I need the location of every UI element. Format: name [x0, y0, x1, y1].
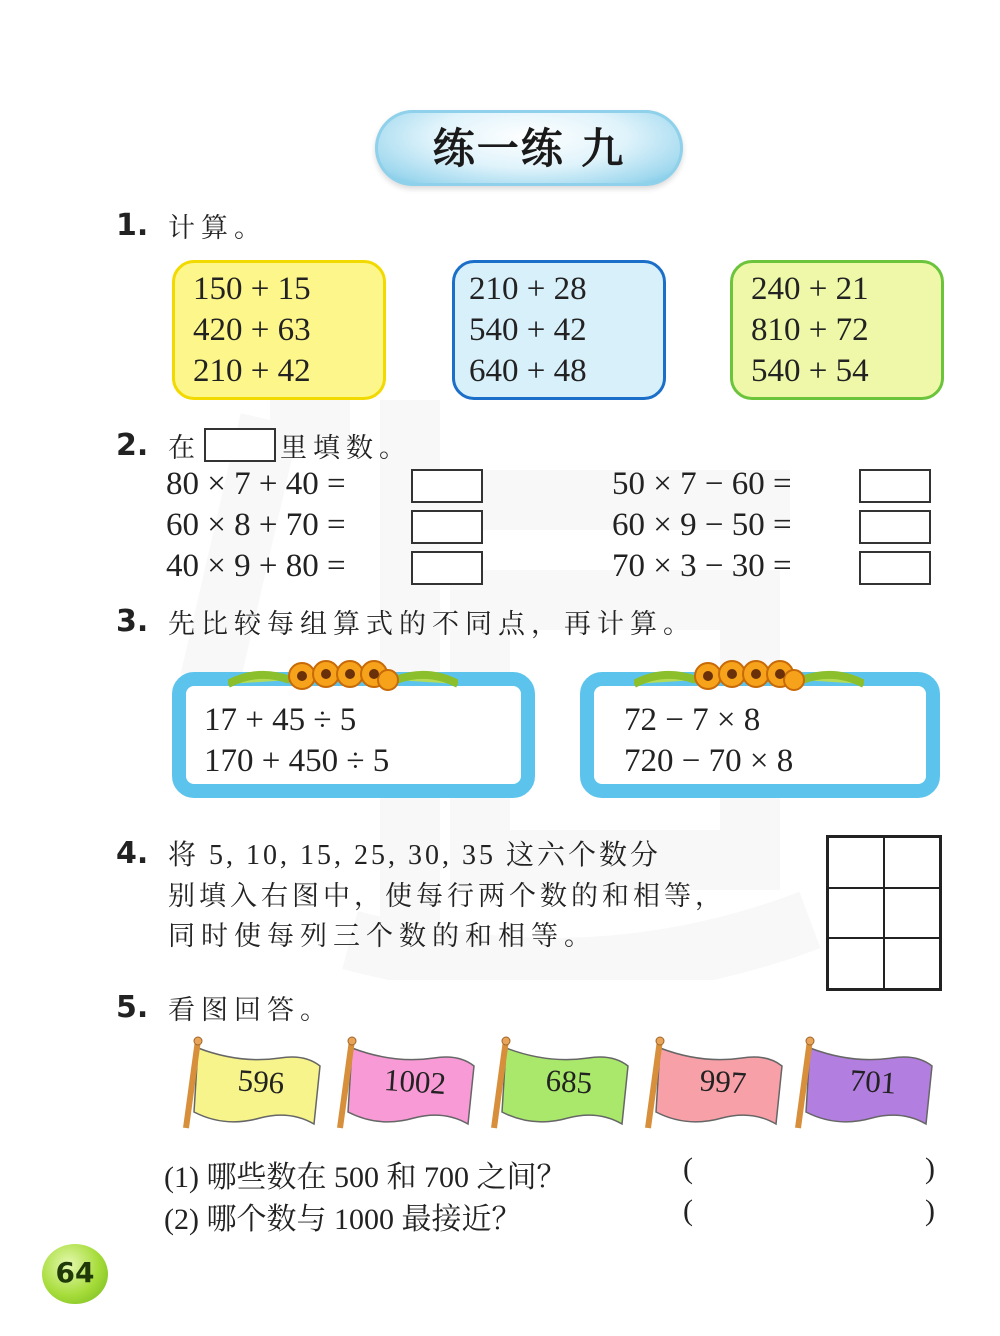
q2-prompt-box — [204, 428, 276, 462]
q2-number: 2. — [116, 428, 149, 463]
flag-5 — [792, 1036, 942, 1131]
page-number: 64 — [55, 1256, 95, 1289]
q5-sub1-answer[interactable] — [700, 1158, 920, 1188]
grid-cell[interactable] — [884, 837, 940, 888]
flag-value: 1002 — [382, 1061, 448, 1102]
q5-prompt: 看图回答。 — [168, 995, 333, 1026]
flag-value: 685 — [544, 1062, 594, 1101]
q2-right-3: 70 × 3 − 30 = — [612, 548, 792, 584]
q2-answer-box-r3[interactable] — [859, 551, 931, 585]
flag-2 — [334, 1036, 484, 1131]
q3-right-1: 72 − 7 × 8 — [624, 702, 761, 738]
q2-prompt-after: 里填数。 — [280, 433, 412, 464]
q3-prompt: 先比较每组算式的不同点，再计算。 — [168, 609, 696, 640]
q2-right-2: 60 × 9 − 50 = — [612, 507, 792, 543]
grid-cell[interactable] — [828, 837, 884, 888]
q3-right-2: 720 − 70 × 8 — [624, 743, 794, 779]
q1-prompt: 计算。 — [168, 213, 267, 244]
q5-sub1-paren-open: ( — [683, 1152, 693, 1185]
q4-line-1: 将 5, 10, 15, 25, 30, 35 这六个数分 — [168, 840, 662, 871]
q2-answer-box-l1[interactable] — [411, 469, 483, 503]
q5-sub1-label: (1) 哪些数在 500 和 700 之间？ — [164, 1161, 567, 1194]
q3-number: 3. — [116, 604, 149, 639]
q5-sub2-label: (2) 哪个数与 1000 最接近？ — [164, 1203, 522, 1236]
q1-g1-line3: 210 + 42 — [193, 353, 311, 389]
q5-sub2-answer[interactable] — [700, 1200, 920, 1230]
grid-cell[interactable] — [828, 938, 884, 989]
q4-line-3: 同时使每列三个数的和相等。 — [168, 921, 597, 952]
q4-grid — [826, 835, 942, 991]
q5-sub1-paren-close: ) — [925, 1152, 935, 1185]
q5-sub2-paren-close: ) — [925, 1194, 935, 1227]
q2-left-3: 40 × 9 + 80 = — [166, 548, 346, 584]
q2-answer-box-r1[interactable] — [859, 469, 931, 503]
q4-line-2: 别填入右图中，使每行两个数的和相等， — [168, 881, 726, 912]
flag-1 — [180, 1036, 330, 1131]
q3-left-2: 170 + 450 ÷ 5 — [204, 743, 390, 779]
q2-left-2: 60 × 8 + 70 = — [166, 507, 346, 543]
flag-value: 997 — [698, 1062, 748, 1101]
q5-sub2-paren-open: ( — [683, 1194, 693, 1227]
page-title: 练一练 九 — [432, 124, 626, 173]
q4-number: 4. — [116, 836, 149, 871]
flower-garland-right — [634, 654, 864, 700]
q2-answer-box-l3[interactable] — [411, 551, 483, 585]
q1-g3-line3: 540 + 54 — [751, 353, 869, 389]
q1-number: 1. — [116, 208, 149, 243]
q2-answer-box-l2[interactable] — [411, 510, 483, 544]
grid-cell[interactable] — [828, 888, 884, 939]
q2-prompt-before: 在 — [168, 433, 201, 464]
q1-group-3 — [730, 260, 944, 400]
flag-4 — [642, 1036, 792, 1131]
q5-number: 5. — [116, 990, 149, 1025]
flag-3 — [488, 1036, 638, 1131]
q1-g2-line2: 540 + 42 — [469, 312, 587, 348]
q1-g2-line1: 210 + 28 — [469, 271, 587, 307]
flag-value: 596 — [236, 1062, 286, 1101]
q1-g3-line2: 810 + 72 — [751, 312, 869, 348]
grid-cell[interactable] — [884, 888, 940, 939]
q1-group-2 — [452, 260, 666, 400]
q2-right-1: 50 × 7 − 60 = — [612, 466, 792, 502]
q1-group-1 — [172, 260, 386, 400]
q1-g2-line3: 640 + 48 — [469, 353, 587, 389]
q3-left-1: 17 + 45 ÷ 5 — [204, 702, 357, 738]
grid-cell[interactable] — [884, 938, 940, 989]
q1-g1-line2: 420 + 63 — [193, 312, 311, 348]
flag-value: 701 — [848, 1062, 898, 1101]
q2-left-1: 80 × 7 + 40 = — [166, 466, 346, 502]
flower-garland-left — [228, 654, 458, 700]
q2-answer-box-r2[interactable] — [859, 510, 931, 544]
q1-g3-line1: 240 + 21 — [751, 271, 869, 307]
q1-g1-line1: 150 + 15 — [193, 271, 311, 307]
